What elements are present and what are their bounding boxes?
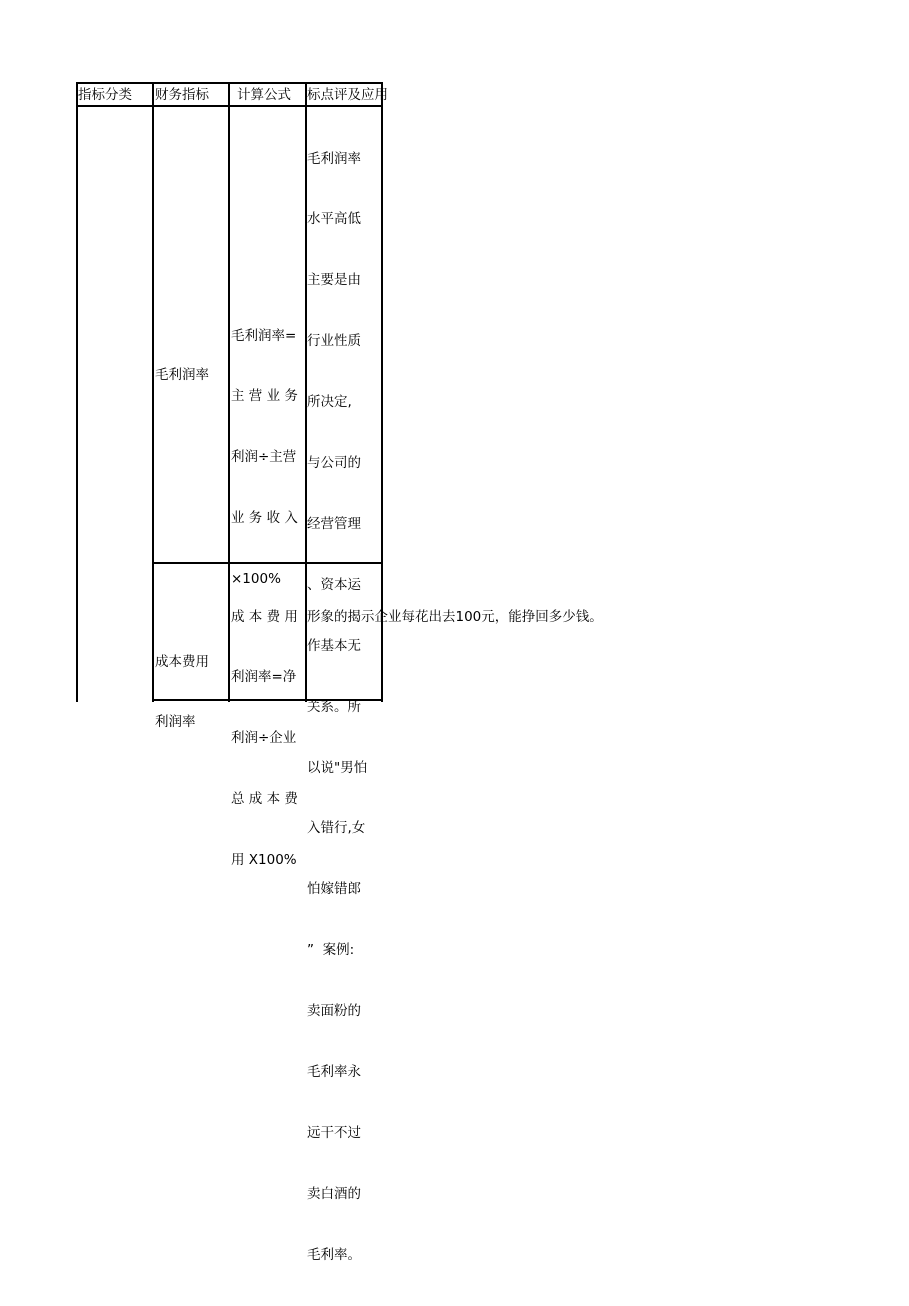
row1-comment-line: 与公司的 bbox=[307, 455, 361, 472]
row2-comment bbox=[307, 566, 603, 667]
row1-formula-line: 利润÷主营 bbox=[231, 449, 297, 466]
col-border-0 bbox=[76, 82, 78, 702]
row1-comment-line: 毛利润率 bbox=[307, 150, 361, 167]
header-formula: 计算公式 bbox=[237, 87, 291, 103]
col-border-1 bbox=[152, 82, 154, 702]
row2-formula-line: 总 成 本 费 bbox=[231, 791, 298, 808]
row1-comment-line: ” 案例: bbox=[307, 942, 355, 959]
row2-formula-line: 成 本 费 用 bbox=[231, 608, 298, 625]
row1-formula-line: 主 营 业 务 bbox=[231, 388, 298, 405]
row1-comment-line: 主要是由 bbox=[307, 272, 361, 289]
header-category: 指标分类 bbox=[78, 87, 132, 103]
row1-comment-line: 水平高低 bbox=[307, 211, 361, 228]
row1-comment-line: 卖面粉的 bbox=[307, 1003, 361, 1020]
header-bottom-border bbox=[77, 105, 383, 107]
row1-comment-line: 卖白酒的 bbox=[307, 1185, 361, 1202]
header-metric: 财务指标 bbox=[155, 87, 209, 103]
row2-formula-line: 利润率=净 bbox=[231, 669, 297, 686]
row1-comment-line: 、资本运 bbox=[307, 576, 361, 593]
row2-formula-line: 用 X100% bbox=[231, 852, 297, 869]
header-comment: 标点评及应用 bbox=[307, 87, 388, 103]
row1-metric-line: 毛利润率 bbox=[155, 367, 209, 383]
row1-comment-line: 毛利率永 bbox=[307, 1063, 361, 1080]
row2-formula-line: 利润÷企业 bbox=[231, 730, 297, 747]
row1-comment bbox=[307, 108, 367, 1306]
row1-comment-line: 远干不过 bbox=[307, 1124, 361, 1141]
row1-comment-line: 入错行,女 bbox=[307, 820, 366, 837]
row2-comment-line: 形象的揭示企业每花出去100元，能挣回多少钱。 bbox=[307, 608, 603, 625]
col-border-2 bbox=[228, 82, 230, 702]
row1-comment-line: 作基本无 bbox=[307, 637, 361, 654]
row1-comment-line: 怕嫁错郎 bbox=[307, 881, 361, 898]
row1-comment-line: 经营管理 bbox=[307, 515, 361, 532]
row1-formula-line: 毛利润率= bbox=[231, 327, 297, 344]
row1-comment-line: 行业性质 bbox=[307, 333, 361, 350]
row1-formula-line: 业 务 收 入 bbox=[231, 510, 298, 527]
row2-metric-line: 成本费用 bbox=[155, 654, 209, 670]
row2-metric bbox=[155, 612, 209, 772]
row1-formula-line: ×100% bbox=[231, 571, 281, 588]
row2-formula bbox=[231, 566, 298, 911]
row1-comment-line: 关系。所 bbox=[307, 698, 361, 715]
row2-metric-line: 利润率 bbox=[155, 714, 196, 730]
row1-metric bbox=[155, 325, 209, 425]
table-top-border bbox=[77, 82, 383, 84]
row1-comment-line: 毛利率。 bbox=[307, 1246, 361, 1263]
row1-comment-line: 以说"男怕 bbox=[307, 759, 368, 776]
row1-comment-line: 所决定, bbox=[307, 394, 352, 411]
